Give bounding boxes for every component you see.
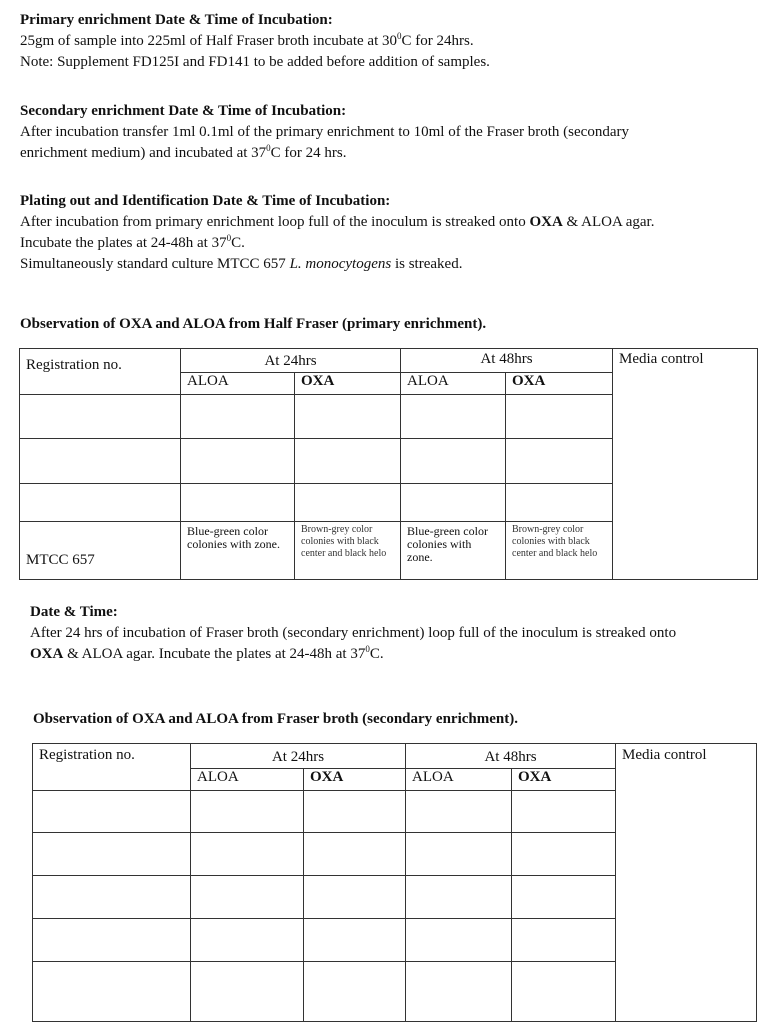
- table1-control-oxa-48: Brown-grey color colonies with black center and black helo: [506, 522, 613, 580]
- table1-aloa-48-header: ALOA: [401, 373, 506, 395]
- secondary-enrichment-line-1: After incubation transfer 1ml 0.1ml of the primary enrichment to 10ml of the Fraser broth (secondary: [20, 124, 629, 140]
- table1-control-aloa-24: Blue-green color colonies with zone.: [181, 522, 295, 580]
- datetime-line-1: After 24 hrs of incubation of Fraser broth (secondary enrichment) loop full of the inoculum is streaked onto: [30, 625, 677, 641]
- plating-section: [20, 191, 760, 275]
- secondary-observation-table: [32, 743, 757, 1022]
- table2-at48-header: At 48hrs: [406, 744, 616, 769]
- plating-line-1: After incubation from primary enrichment loop full of the inoculum is streaked onto OXA & ALOA agar.: [20, 214, 655, 230]
- table1-media-control-cell: [613, 349, 758, 580]
- table2-aloa-24-header: ALOA: [191, 769, 304, 791]
- table2-registration-header: Registration no.: [33, 744, 191, 791]
- table1-aloa-24-header: ALOA: [181, 373, 295, 395]
- table1-control-aloa-48: Blue-green color colonies with zone.: [401, 522, 506, 580]
- table2-title: Observation of OXA and ALOA from Fraser broth (secondary enrichment).: [33, 711, 518, 727]
- primary-enrichment-note: Note: Supplement FD125I and FD141 to be added before addition of samples.: [20, 54, 490, 70]
- table1-oxa-24-header: OXA: [295, 373, 401, 395]
- table1-title: Observation of OXA and ALOA from Half Fraser (primary enrichment).: [20, 316, 487, 332]
- table2-oxa-48-header: OXA: [512, 769, 616, 791]
- secondary-enrichment-line-2: enrichment medium) and incubated at $37^0C$ for 24 hrs.: [20, 143, 347, 161]
- plating-heading: Plating out and Identification Date & Time of Incubation:: [20, 193, 391, 209]
- table2-at24-header: At 24hrs: [191, 744, 406, 769]
- datetime-section: [30, 602, 760, 665]
- plating-line-2: Incubate the plates at 24-48h at $37^0C$.: [20, 233, 245, 251]
- table1-at48-header: At 48hrs: [401, 349, 613, 373]
- plating-line-3: Simultaneously standard culture MTCC 657 L. monocytogens is streaked.: [20, 256, 463, 272]
- primary-enrichment-section: [20, 10, 760, 73]
- datetime-line-2: OXA & ALOA agar. Incubate the plates at 24-48h at $37^0C$.: [30, 644, 384, 662]
- table2-aloa-48-header: ALOA: [406, 769, 512, 791]
- table2-media-control-header: Media control: [622, 747, 707, 763]
- secondary-enrichment-section: [20, 101, 760, 164]
- primary-observation-table: [19, 348, 758, 580]
- table2-oxa-24-header: OXA: [304, 769, 406, 791]
- table1-media-control-header: Media control: [619, 351, 704, 367]
- table1-oxa-48-header: OXA: [506, 373, 613, 395]
- datetime-heading: Date & Time:: [30, 604, 118, 620]
- secondary-enrichment-heading: Secondary enrichment Date & Time of Incubation:: [20, 103, 347, 119]
- table2-media-control-cell: [616, 744, 757, 1022]
- table1-registration-header: Registration no.: [20, 349, 181, 395]
- primary-enrichment-instruction: 25gm of sample into 225ml of Half Fraser broth incubate at $30^0C$ for 24hrs.: [20, 31, 474, 49]
- table1-control-oxa-24: Brown-grey color colonies with black center and black helo: [295, 522, 401, 580]
- table1-at24-header: At 24hrs: [181, 349, 401, 373]
- primary-enrichment-heading: Primary enrichment Date & Time of Incubation:: [20, 12, 333, 28]
- table1-control-registration: MTCC 657: [20, 522, 181, 580]
